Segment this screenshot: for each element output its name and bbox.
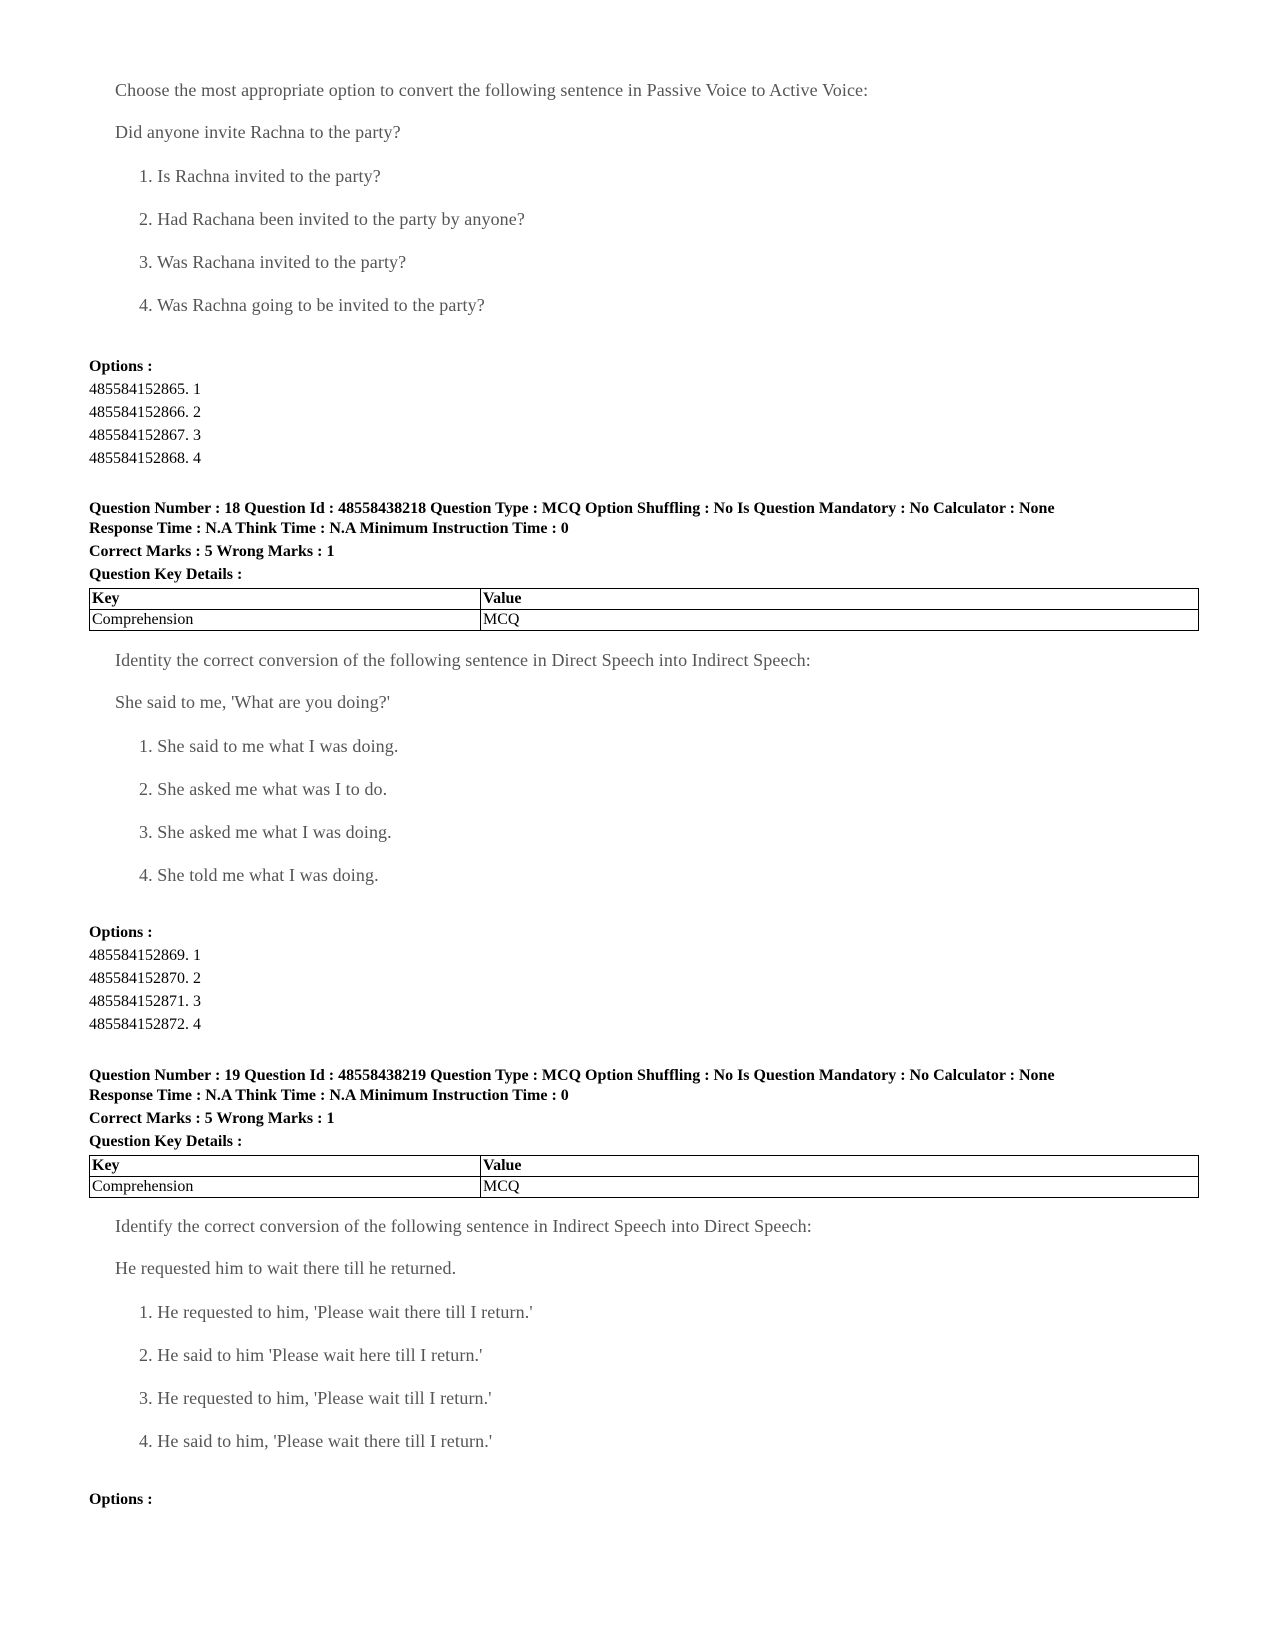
question-choice-4: 4. She told me what I was doing. <box>139 865 379 885</box>
table-header-row <box>90 1156 1199 1177</box>
question-19-options <box>89 1488 1199 1511</box>
option-item: 485584152865. 1 <box>89 381 201 398</box>
table-row <box>90 1177 1199 1198</box>
table-header-key: Key <box>90 589 481 610</box>
question-choice-4: 4. Was Rachna going to be invited to the party? <box>139 295 485 315</box>
marks-line: Correct Marks : 5 Wrong Marks : 1 <box>89 1110 335 1127</box>
options-label: Options : <box>89 924 153 941</box>
table-header-row <box>90 589 1199 610</box>
question-18-header <box>89 499 1199 631</box>
question-prompt: Identity the correct conversion of the following sentence in Direct Speech into Indirect Speech: <box>115 650 811 670</box>
question-choice-3: 3. She asked me what I was doing. <box>139 822 392 842</box>
table-cell-value: MCQ <box>481 610 1199 631</box>
marks-line: Correct Marks : 5 Wrong Marks : 1 <box>89 543 335 560</box>
question-choice-2: 2. Had Rachana been invited to the party by anyone? <box>139 209 525 229</box>
question-choice-2: 2. He said to him 'Please wait here till I return.' <box>139 1345 483 1365</box>
table-cell-key: Comprehension <box>90 610 481 631</box>
option-item: 485584152868. 4 <box>89 450 201 467</box>
table-header-value: Value <box>481 1156 1199 1177</box>
question-meta-line: Response Time : N.A Think Time : N.A Minimum Instruction Time : 0 <box>89 1087 569 1104</box>
option-item: 485584152871. 3 <box>89 993 201 1010</box>
option-item: 485584152866. 2 <box>89 404 201 421</box>
options-label: Options : <box>89 1491 153 1508</box>
question-choice-1: 1. He requested to him, 'Please wait there till I return.' <box>139 1302 533 1322</box>
table-cell-value: MCQ <box>481 1177 1199 1198</box>
key-details-label: Question Key Details : <box>89 1133 243 1150</box>
question-meta-line: Question Number : 18 Question Id : 48558438218 Question Type : MCQ Option Shuffling : No Is Question Mandatory : No Calculator : None <box>89 500 1055 517</box>
question-17-options <box>89 355 1199 470</box>
table-cell-key: Comprehension <box>90 1177 481 1198</box>
key-details-label: Question Key Details : <box>89 566 243 583</box>
options-label: Options : <box>89 358 153 375</box>
option-item: 485584152869. 1 <box>89 947 201 964</box>
question-choice-1: 1. She said to me what I was doing. <box>139 736 399 756</box>
question-choice-4: 4. He said to him, 'Please wait there till I return.' <box>139 1431 493 1451</box>
question-19-header <box>89 1066 1199 1198</box>
key-details-table <box>89 588 1199 631</box>
question-17-image <box>115 80 1015 320</box>
table-header-key: Key <box>90 1156 481 1177</box>
question-choice-3: 3. He requested to him, 'Please wait till I return.' <box>139 1388 492 1408</box>
question-sentence: He requested him to wait there till he returned. <box>115 1258 457 1278</box>
question-prompt: Choose the most appropriate option to convert the following sentence in Passive Voice to Active Voice: <box>115 80 869 100</box>
question-choice-2: 2. She asked me what was I to do. <box>139 779 388 799</box>
option-item: 485584152870. 2 <box>89 970 201 987</box>
question-19-image <box>115 1216 1015 1456</box>
question-meta-line: Question Number : 19 Question Id : 48558438219 Question Type : MCQ Option Shuffling : No Is Question Mandatory : No Calculator : None <box>89 1067 1055 1084</box>
question-choice-3: 3. Was Rachana invited to the party? <box>139 252 407 272</box>
question-sentence: She said to me, 'What are you doing?' <box>115 692 391 712</box>
key-details-table <box>89 1155 1199 1198</box>
question-prompt: Identify the correct conversion of the following sentence in Indirect Speech into Direct Speech: <box>115 1216 812 1236</box>
question-choice-1: 1. Is Rachna invited to the party? <box>139 166 381 186</box>
option-item: 485584152872. 4 <box>89 1016 201 1033</box>
question-sentence: Did anyone invite Rachna to the party? <box>115 122 401 142</box>
question-meta-line: Response Time : N.A Think Time : N.A Minimum Instruction Time : 0 <box>89 520 569 537</box>
table-row <box>90 610 1199 631</box>
option-item: 485584152867. 3 <box>89 427 201 444</box>
question-18-image <box>115 650 1015 890</box>
question-18-options <box>89 921 1199 1036</box>
table-header-value: Value <box>481 589 1199 610</box>
